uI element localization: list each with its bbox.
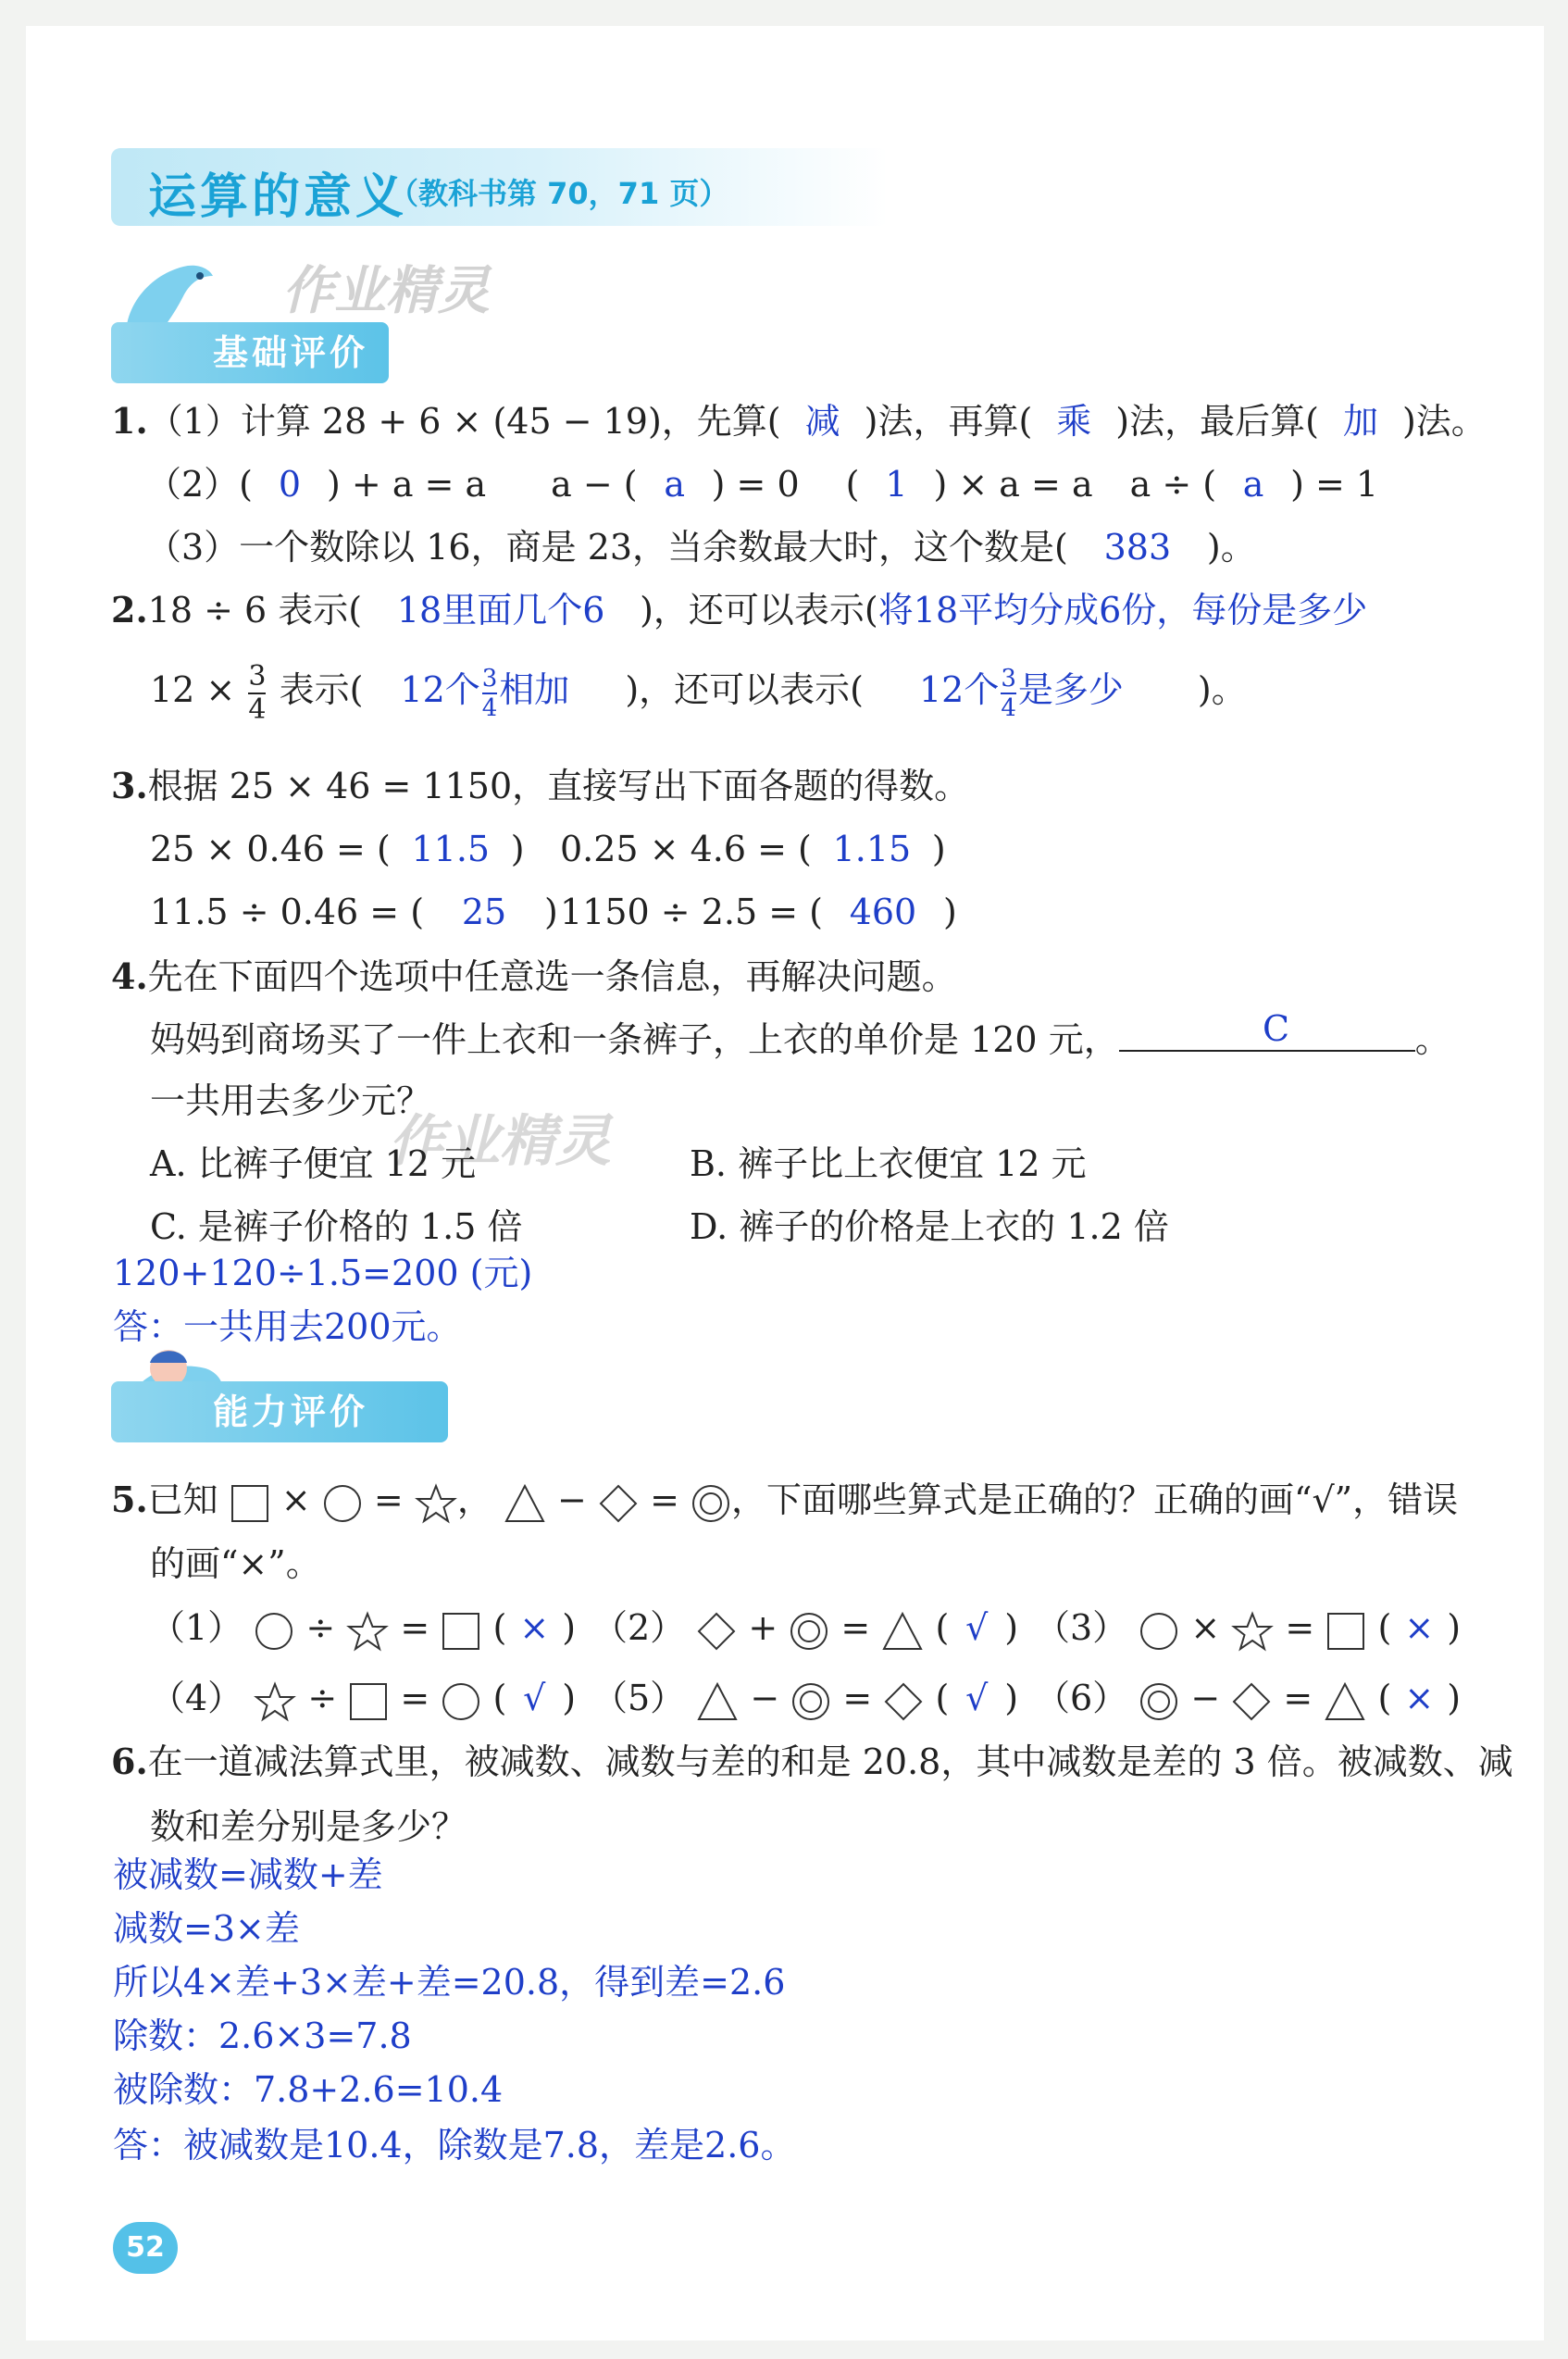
- q4-number: 4.: [111, 955, 148, 997]
- q1-answer-2: 乘: [1056, 401, 1092, 442]
- q2-answer-1: 18里面几个6: [396, 590, 605, 630]
- q6-stem-line2: 数和差分别是多少？: [150, 1806, 467, 1847]
- triangle-icon: [696, 1681, 739, 1722]
- q5-text: ，: [456, 1479, 492, 1520]
- q2-text: )，还可以表示(: [625, 669, 864, 710]
- q6-work-line: 答：被减数是10.4，除数是7.8，差是2.6。: [113, 2125, 796, 2166]
- diamond-icon: [1231, 1681, 1272, 1722]
- diamond-icon: [883, 1681, 924, 1722]
- square-icon: [441, 1611, 481, 1652]
- q5-paren: (: [492, 1607, 507, 1648]
- q3-paren: ): [544, 892, 558, 932]
- q5-op: =: [400, 1607, 430, 1648]
- q1-text: )法，再算(: [864, 401, 1033, 442]
- q1-answer-7: a: [1242, 464, 1264, 505]
- q5-answer: ×: [1404, 1607, 1435, 1648]
- q5-paren: ): [562, 1607, 577, 1648]
- q5-op: =: [840, 1607, 871, 1648]
- q5-op: ÷: [307, 1678, 338, 1718]
- q5-number: 5.: [111, 1479, 148, 1520]
- q4-option-a: A. 比裤子便宜 12 元: [150, 1143, 477, 1184]
- q5-label: （1）: [150, 1607, 243, 1648]
- q3-expr: 1150 ÷ 2.5 = (: [560, 892, 823, 932]
- q1-text: ) + a = a: [327, 464, 487, 505]
- q1-text: )法，最后算(: [1115, 401, 1319, 442]
- q1-answer-6: 1: [885, 464, 908, 505]
- fraction-numerator: 3: [248, 659, 267, 693]
- q2-line2: [150, 657, 1247, 724]
- triangle-icon: [881, 1611, 924, 1652]
- q4-work-line: 120+120÷1.5=200 (元): [113, 1253, 533, 1293]
- square-icon: [1325, 1611, 1366, 1652]
- section-tag-basic: 基础评价: [111, 322, 389, 383]
- star-icon: [254, 1681, 296, 1722]
- q3-item-3: [150, 889, 558, 935]
- q4-option-c: C. 是裤子价格的 1.5 倍: [150, 1206, 523, 1247]
- q1-text: （2）(: [146, 464, 254, 505]
- section-tag-ability: 能力评价: [111, 1381, 448, 1442]
- q1-text: a − (: [551, 464, 638, 505]
- q4-text: 妈妈到商场买了一件上衣和一条裤子，上衣的单价是 120 元，: [150, 1019, 1119, 1060]
- q5-paren: (: [935, 1607, 950, 1648]
- double-circle-icon: [691, 1483, 731, 1524]
- q3-expr: 25 × 0.46 = (: [150, 829, 391, 869]
- q1-answer-4: 0: [278, 464, 302, 505]
- header-title: 运算的意义: [148, 169, 408, 225]
- q3-answer: 11.5: [411, 829, 491, 869]
- q1-text: ) = 0: [711, 464, 800, 505]
- fraction-numerator: 3: [1001, 664, 1016, 693]
- q5-answer: ×: [519, 1607, 550, 1648]
- q6-work-line: 减数=3×差: [113, 1908, 300, 1949]
- q5-op: =: [400, 1678, 430, 1718]
- q6-work-line: 除数：2.6×3=7.8: [113, 2016, 412, 2056]
- q2-answer-4: [918, 664, 1124, 722]
- triangle-icon: [504, 1483, 546, 1524]
- square-icon: [230, 1483, 270, 1524]
- q2-text: 表示(: [279, 669, 364, 710]
- q6-work-line: 被减数=减数+差: [113, 1854, 383, 1895]
- q2-answer-text: 12个: [918, 669, 1000, 710]
- q5-item-4: [150, 1670, 576, 1726]
- q1-line1: [111, 398, 1487, 444]
- q5-op: +: [748, 1607, 778, 1648]
- q5-op: =: [373, 1479, 404, 1520]
- q4-text: 先在下面四个选项中任意选一条信息，再解决问题。: [147, 956, 957, 997]
- circle-icon: [441, 1681, 481, 1722]
- q5-paren: (: [1377, 1678, 1392, 1718]
- star-icon: [1231, 1611, 1274, 1652]
- watermark: 作业精灵: [389, 1109, 611, 1174]
- q5-paren: (: [492, 1678, 507, 1718]
- header-subtitle: （教科书第 70，71 页）: [389, 176, 729, 211]
- q5-op: ÷: [305, 1607, 336, 1648]
- q3-answer: 25: [461, 892, 507, 932]
- q2-text: )，还可以表示(: [640, 590, 878, 630]
- double-circle-icon: [790, 1681, 831, 1722]
- q1-answer-3: 加: [1342, 401, 1378, 442]
- double-circle-icon: [1139, 1681, 1179, 1722]
- circle-icon: [254, 1611, 294, 1652]
- q5-op: −: [750, 1678, 780, 1718]
- q5-paren: ): [1447, 1678, 1462, 1718]
- q5-op: −: [557, 1479, 587, 1520]
- q5-label: （2）: [592, 1607, 686, 1648]
- q2-text: 12 ×: [150, 669, 236, 710]
- fraction-three-quarters: [481, 664, 498, 722]
- fraction-three-quarters: [1001, 664, 1016, 722]
- q6-number: 6.: [111, 1741, 148, 1782]
- q2-answer-text: 是多少: [1017, 669, 1124, 710]
- circle-icon: [322, 1483, 363, 1524]
- q2-answer-text: 相加: [499, 669, 570, 710]
- q3-expr: 0.25 × 4.6 = (: [560, 829, 812, 869]
- q5-item-3: [1035, 1600, 1461, 1655]
- q5-item-5: [592, 1670, 1018, 1726]
- fraction-denominator: 4: [481, 693, 498, 722]
- star-icon: [346, 1611, 389, 1652]
- q4-blank-answer: C: [1263, 1008, 1290, 1049]
- q5-op: ×: [280, 1479, 311, 1520]
- diamond-icon: [696, 1611, 737, 1652]
- q2-text: 18 ÷ 6 表示(: [147, 590, 363, 630]
- q2-answer-3: [400, 664, 570, 722]
- q5-op: ×: [1190, 1607, 1221, 1648]
- q1-text: )法。: [1401, 401, 1487, 442]
- q1-text: （1）计算 28 + 6 × (45 − 19)，先算(: [147, 401, 781, 442]
- q2-line1: [111, 587, 1367, 633]
- q3-expr: 11.5 ÷ 0.46 = (: [150, 892, 425, 932]
- q5-label: （6）: [1035, 1678, 1128, 1718]
- page-number: 52: [113, 2222, 178, 2274]
- q5-paren: ): [1004, 1678, 1019, 1718]
- q3-answer: 460: [849, 892, 917, 932]
- q2-number: 2.: [111, 589, 148, 630]
- q1-text: )。: [1206, 527, 1256, 568]
- q3-paren: ): [931, 829, 946, 869]
- q5-item-2: [592, 1600, 1018, 1655]
- q5-answer: √: [965, 1607, 989, 1648]
- watermark: 作业精灵: [282, 261, 490, 321]
- q3-item-4: [560, 889, 957, 935]
- q5-op: =: [1285, 1607, 1315, 1648]
- fraction-three-quarters: [248, 659, 267, 726]
- q4-option-b: B. 裤子比上衣便宜 12 元: [690, 1143, 1087, 1184]
- q6-stem-line1: [111, 1739, 1513, 1785]
- triangle-icon: [1324, 1681, 1366, 1722]
- q5-stem-line2: 的画“×”。: [150, 1543, 321, 1584]
- q5-item-1: [150, 1600, 576, 1655]
- diamond-icon: [598, 1483, 639, 1524]
- q5-text: 已知: [147, 1479, 218, 1520]
- fraction-numerator: 3: [481, 664, 498, 693]
- q3-paren: ): [942, 892, 957, 932]
- q2-text: )。: [1197, 669, 1247, 710]
- q2-answer-2: 将18平均分成6份，每份是多少: [877, 590, 1368, 630]
- q5-paren: ): [1004, 1607, 1019, 1648]
- q5-answer: ×: [1404, 1678, 1435, 1718]
- q3-paren: ): [510, 829, 525, 869]
- q5-answer: √: [965, 1678, 989, 1718]
- q1-text: ) × a = a: [933, 464, 1093, 505]
- q1-text: ) = 1: [1290, 464, 1379, 505]
- fraction-denominator: 4: [248, 693, 267, 726]
- q6-work-line: 所以4×差+3×差+差=20.8，得到差=2.6: [113, 1962, 786, 2003]
- q3-item-1: [150, 826, 525, 872]
- q4-stem: [111, 954, 957, 1000]
- q5-paren: ): [1447, 1607, 1462, 1648]
- q6-work-line: 被除数：7.8+2.6=10.4: [113, 2069, 504, 2110]
- q2-answer-text: 12个: [400, 669, 480, 710]
- q1-answer-1: 减: [804, 401, 840, 442]
- q5-stem-line1: [111, 1472, 1458, 1528]
- circle-icon: [1139, 1611, 1179, 1652]
- q5-label: （3）: [1035, 1607, 1128, 1648]
- q5-label: （4）: [150, 1678, 243, 1718]
- q1-text: （3）一个数除以 16，商是 23，当余数最大时，这个数是(: [146, 527, 1068, 568]
- q1-answer-5: a: [664, 464, 685, 505]
- q5-text: ，下面哪些算式是正确的？正确的画“√”，错误: [731, 1479, 1459, 1520]
- star-icon: [415, 1483, 457, 1524]
- double-circle-icon: [789, 1611, 829, 1652]
- q5-op: =: [650, 1479, 679, 1520]
- q6-text: 在一道减法算式里，被减数、减数与差的和是 20.8，其中减数是差的 3 倍。被减数、减: [147, 1741, 1513, 1782]
- q1-answer-8: 383: [1103, 527, 1172, 568]
- q1-line2: [146, 461, 1378, 507]
- q5-paren: ): [562, 1678, 577, 1718]
- q5-op: −: [1190, 1678, 1221, 1718]
- q4-line2: 一共用去多少元？: [150, 1080, 432, 1121]
- q3-answer: 1.15: [832, 829, 912, 869]
- q5-item-6: [1035, 1670, 1461, 1726]
- q1-text: a ÷ (: [1129, 464, 1217, 505]
- fraction-denominator: 4: [1001, 693, 1016, 722]
- q1-line3: [146, 524, 1256, 570]
- q5-paren: (: [1377, 1607, 1392, 1648]
- q4-line1: [150, 1017, 1450, 1063]
- q1-text: (: [845, 464, 860, 505]
- q3-text: 根据 25 × 46 = 1150，直接写出下面各题的得数。: [147, 766, 970, 806]
- q5-label: （5）: [592, 1678, 686, 1718]
- q5-op: =: [1283, 1678, 1313, 1718]
- q5-op: =: [842, 1678, 873, 1718]
- q4-work-line: 答：一共用去200元。: [113, 1306, 462, 1347]
- q5-paren: (: [935, 1678, 950, 1718]
- q3-number: 3.: [111, 765, 148, 806]
- q3-stem: [111, 763, 969, 809]
- q3-item-2: [560, 826, 946, 872]
- square-icon: [348, 1681, 389, 1722]
- q1-number: 1.: [111, 400, 148, 442]
- q4-text: 。: [1414, 1019, 1450, 1060]
- q4-option-d: D. 裤子的价格是上衣的 1.2 倍: [690, 1206, 1169, 1247]
- q5-answer: √: [523, 1678, 546, 1718]
